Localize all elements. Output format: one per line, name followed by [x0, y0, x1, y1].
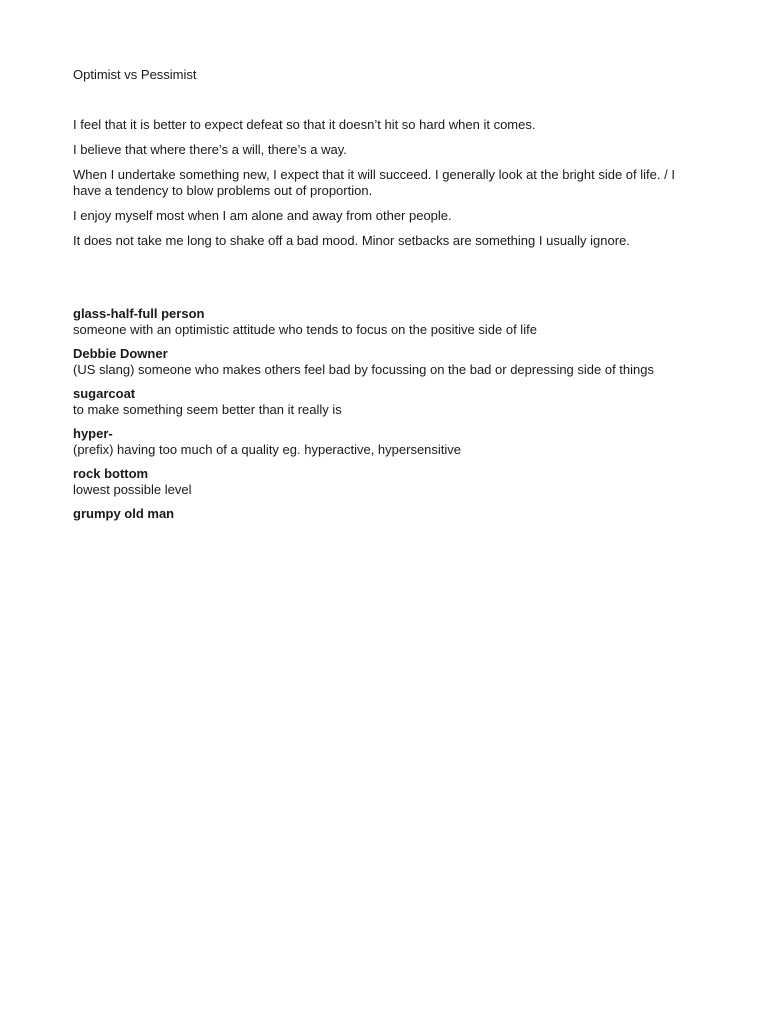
glossary-entry	[73, 346, 693, 378]
glossary-term: Debbie Downer	[73, 346, 168, 361]
glossary-list	[73, 306, 693, 522]
statement: When I undertake something new, I expect that it will succeed. I generally look at the bright side of life. / I have a tendency to blow problems out of proportion.	[73, 167, 675, 198]
glossary-definition: (prefix) having too much of a quality eg. hyperactive, hypersensitive	[73, 442, 462, 457]
statement: I feel that it is better to expect defeat so that it doesn’t hit so hard when it comes.	[73, 117, 536, 132]
glossary-entry	[73, 306, 693, 338]
glossary-term: sugarcoat	[73, 386, 136, 401]
glossary-term: grumpy old man	[73, 506, 175, 521]
glossary-term: glass-half-full person	[73, 306, 205, 321]
glossary-entry	[73, 426, 693, 458]
glossary-entry	[73, 386, 693, 418]
glossary-entry	[73, 506, 693, 522]
glossary-entry	[73, 466, 693, 498]
document-page	[73, 67, 693, 530]
glossary-term: hyper-	[73, 426, 113, 441]
statements-list	[73, 117, 693, 249]
statement: I enjoy myself most when I am alone and away from other people.	[73, 208, 452, 223]
glossary-definition: (US slang) someone who makes others feel bad by focussing on the bad or depressing side of things	[73, 362, 655, 377]
statement: It does not take me long to shake off a bad mood. Minor setbacks are something I usually ignore.	[73, 233, 630, 248]
glossary-definition: lowest possible level	[73, 482, 192, 497]
document-title: Optimist vs Pessimist	[73, 67, 197, 82]
glossary-definition: to make something seem better than it really is	[73, 402, 342, 417]
glossary-definition: someone with an optimistic attitude who tends to focus on the positive side of life	[73, 322, 537, 337]
statement: I believe that where there’s a will, there’s a way.	[73, 142, 347, 157]
glossary-term: rock bottom	[73, 466, 149, 481]
